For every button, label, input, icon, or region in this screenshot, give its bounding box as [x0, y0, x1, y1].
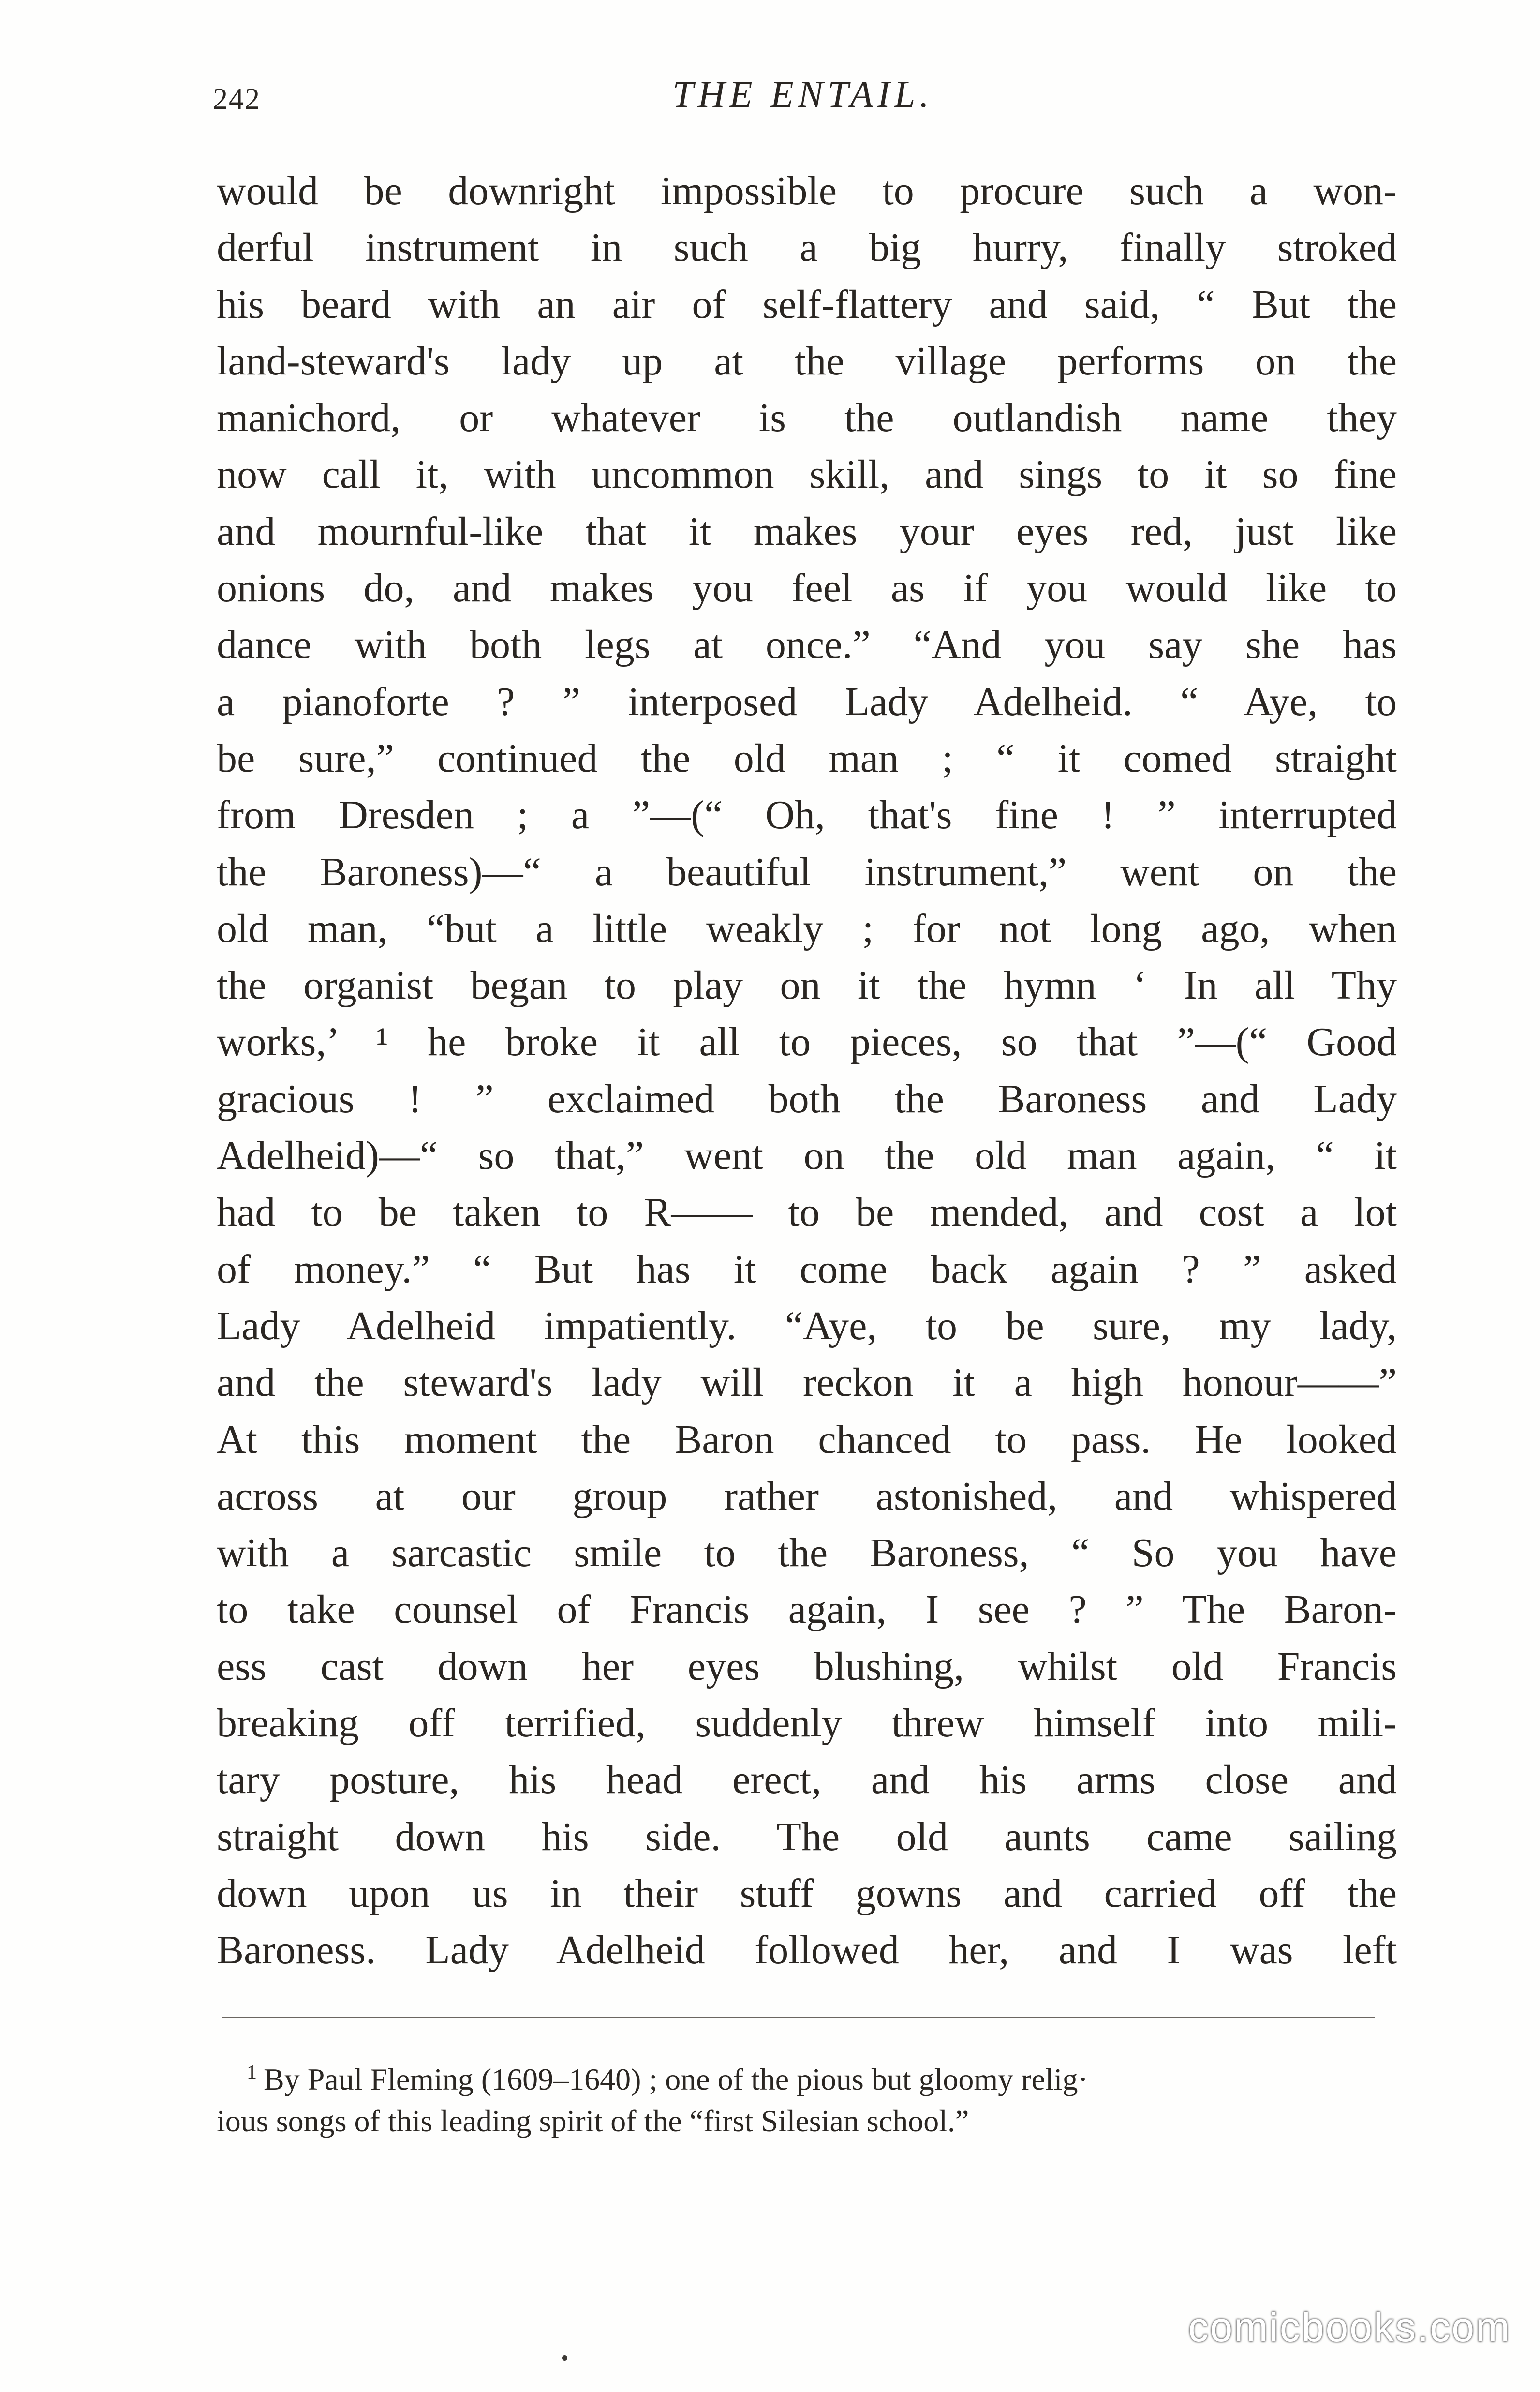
text-line: be sure,” continued the old man ; “ it comed straight: [217, 735, 1397, 781]
text-line: land-steward's lady up at the village performs on the: [217, 338, 1397, 384]
text-line: onions do, and makes you feel as if you would like to: [217, 566, 1397, 611]
text-line: to take counsel of Francis again, I see ? ” The Baron-: [217, 1587, 1397, 1632]
text-line: Lady Adelheid impatiently. “Aye, to be sure, my lady,: [217, 1303, 1397, 1348]
text-line: old man, “but a little weakly ; for not long ago, when: [217, 906, 1397, 951]
text-line: from Dresden ; a ”—(“ Oh, that's fine ! ” interrupted: [217, 792, 1397, 838]
page-number: 242: [213, 83, 261, 116]
text-line: At this moment the Baron chanced to pass. He looked: [217, 1417, 1397, 1462]
text-line: with a sarcastic smile to the Baroness, “ So you have: [217, 1530, 1397, 1576]
text-line: ess cast down her eyes blushing, whilst old Francis: [217, 1644, 1397, 1689]
watermark: comicbooks.com: [1188, 2304, 1511, 2350]
footnote-line: ious songs of this leading spirit of the “first Silesian school.”: [217, 2104, 969, 2138]
text-line: his beard with an air of self-flattery and said, “ But the: [217, 282, 1397, 327]
text-line: and the steward's lady will reckon it a high honour——”: [217, 1360, 1397, 1405]
text-line: now call it, with uncommon skill, and sings to it so fine: [217, 452, 1397, 497]
text-line: the organist began to play on it the hymn ‘ In all Thy: [217, 963, 1397, 1008]
text-line: manichord, or whatever is the outlandish name they: [217, 395, 1397, 441]
text-line: down upon us in their stuff gowns and carried off the: [217, 1870, 1397, 1916]
text-line: gracious ! ” exclaimed both the Baroness and Lady: [217, 1076, 1397, 1121]
text-line: across at our group rather astonished, and whispered: [217, 1473, 1397, 1519]
text-line: Adelheid)—“ so that,” went on the old man again, “ it: [217, 1133, 1397, 1179]
text-line: straight down his side. The old aunts came sailing: [217, 1814, 1397, 1859]
text-line: tary posture, his head erect, and his arms close and: [217, 1757, 1397, 1803]
footnote: [217, 2048, 1397, 2145]
running-head: THE ENTAIL.: [672, 73, 933, 115]
text-line: had to be taken to R—— to be mended, and cost a lot: [217, 1190, 1397, 1235]
text-line: the Baroness)—“ a beautiful instrument,” went on the: [217, 849, 1397, 895]
text-line: and mournful-like that it makes your eyes red, just like: [217, 508, 1397, 554]
text-line: dance with both legs at once.” “And you say she has: [217, 622, 1397, 668]
text-line: breaking off terrified, suddenly threw himself into mili-: [217, 1701, 1397, 1746]
footnote-divider: [222, 2017, 1375, 2018]
text-line: a pianoforte ? ” interposed Lady Adelheid. “ Aye, to: [217, 679, 1397, 724]
body-text: [217, 163, 1397, 1979]
footnote-text: By Paul Fleming (1609–1640) ; one of the pious but gloomy relig·: [264, 2062, 1088, 2096]
text-line: Baroness. Lady Adelheid followed her, and I was left: [217, 1928, 1397, 1973]
text-line: works,’ ¹ he broke it all to pieces, so that ”—(“ Good: [217, 1019, 1397, 1065]
text-line: derful instrument in such a big hurry, finally stroked: [217, 225, 1397, 270]
footnote-line: [217, 2048, 1397, 2097]
text-line: of money.” “ But has it come back again ? ” asked: [217, 1246, 1397, 1292]
footnote-marker: 1: [247, 2062, 257, 2084]
ink-speck: [562, 2355, 567, 2361]
page-header: [213, 73, 1393, 126]
text-line: would be downright impossible to procure such a won-: [217, 168, 1397, 213]
